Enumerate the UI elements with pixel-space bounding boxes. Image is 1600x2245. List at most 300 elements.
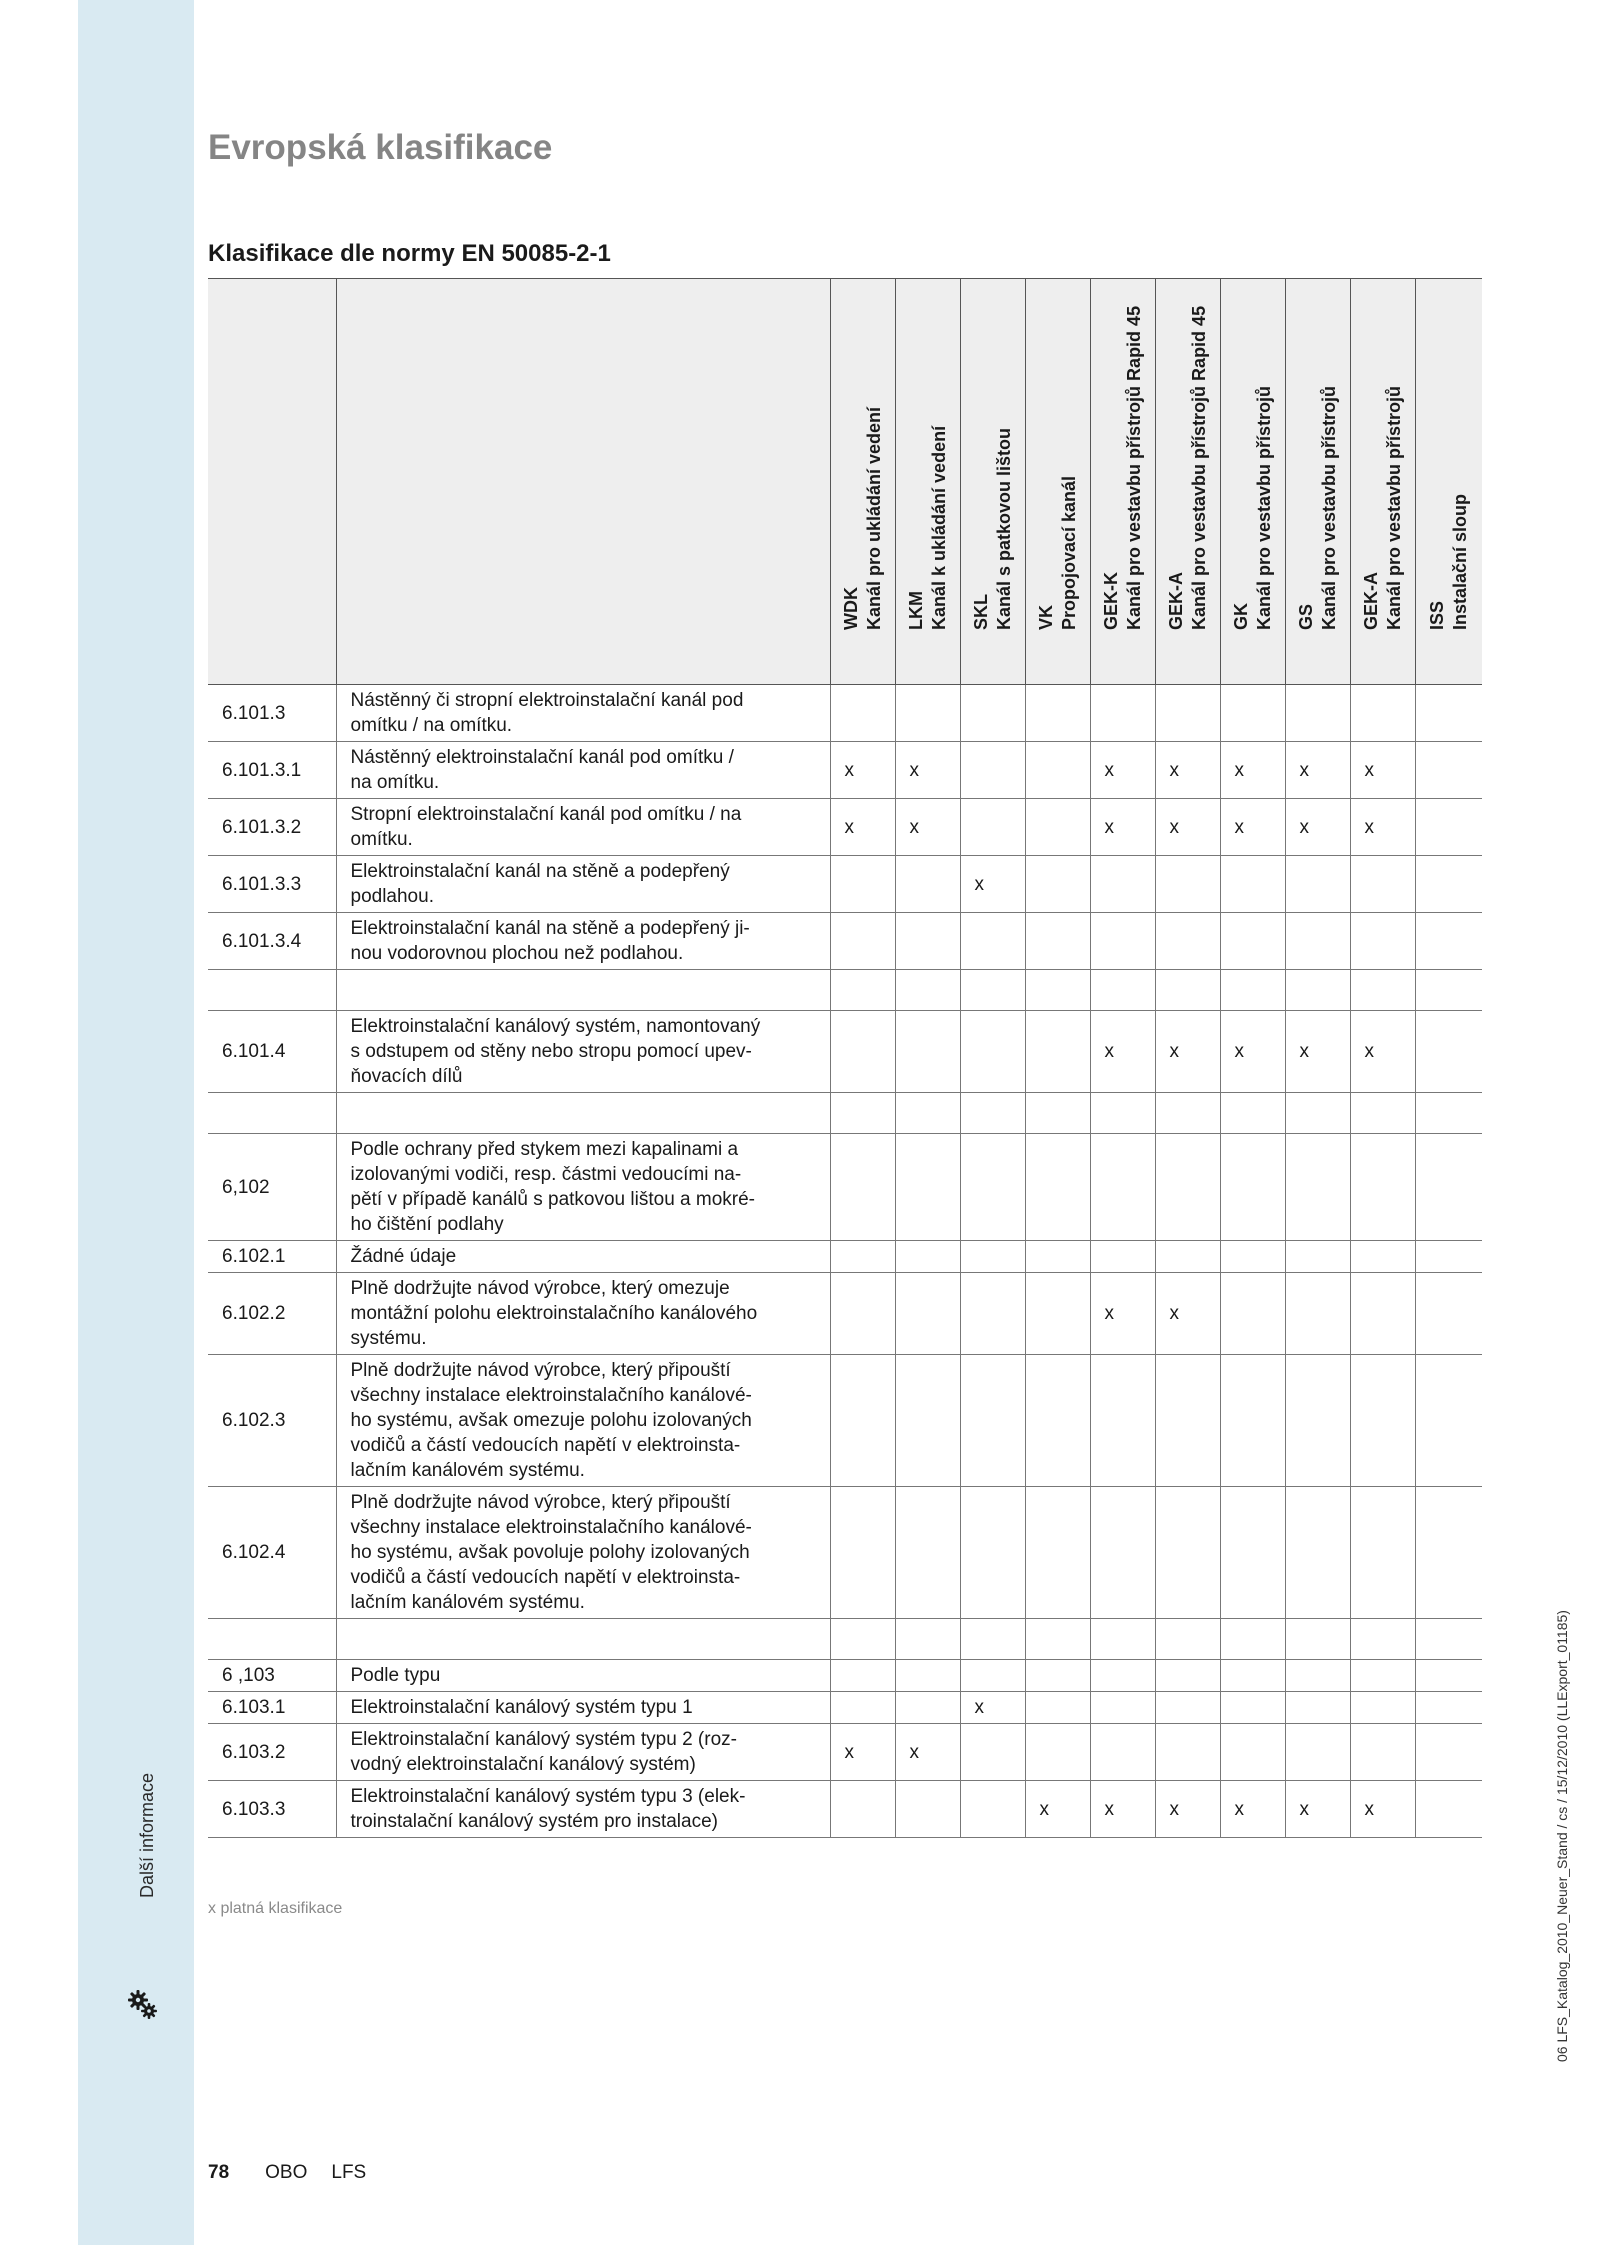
- row-description: [336, 913, 830, 970]
- row-code: 6.101.3.3: [208, 856, 336, 913]
- classification-mark: [895, 1781, 960, 1838]
- description-line: Elektroinstalační kanálový systém, namontovaný: [350, 1016, 761, 1037]
- column-name: Kanál pro vestavbu přístrojů: [1383, 385, 1404, 630]
- classification-mark: [895, 913, 960, 970]
- classification-mark: [1090, 1241, 1155, 1273]
- classification-mark: [1220, 1724, 1285, 1781]
- description-line: lačním kanálovém systému.: [350, 1460, 585, 1481]
- table-row: [208, 1619, 1482, 1660]
- column-code: GEK-A: [1360, 572, 1381, 630]
- classification-mark: [895, 1619, 960, 1660]
- description-line: Plně dodržujte návod výrobce, který připouští: [350, 1360, 731, 1381]
- classification-mark: [1285, 1134, 1350, 1241]
- sidebar-strip: [78, 0, 194, 2245]
- classification-mark: [1025, 742, 1090, 799]
- footer-section: LFS: [331, 2162, 367, 2183]
- row-description: [336, 1273, 830, 1355]
- classification-mark: [1025, 685, 1090, 742]
- description-line: Plně dodržujte návod výrobce, který omezuje: [350, 1278, 730, 1299]
- classification-mark: [895, 1660, 960, 1692]
- classification-mark: [1415, 1134, 1482, 1241]
- classification-mark: x: [1220, 799, 1285, 856]
- classification-mark: [960, 1355, 1025, 1487]
- classification-mark: x: [960, 856, 1025, 913]
- table-row: [208, 1692, 1482, 1724]
- table-row: [208, 1781, 1482, 1838]
- classification-mark: x: [1090, 1781, 1155, 1838]
- classification-mark: [1415, 1093, 1482, 1134]
- table-row: [208, 1660, 1482, 1692]
- row-code: 6.101.3.4: [208, 913, 336, 970]
- row-code: 6.101.3.2: [208, 799, 336, 856]
- table-row: [208, 742, 1482, 799]
- classification-mark: [960, 685, 1025, 742]
- classification-mark: [830, 1619, 895, 1660]
- classification-mark: [895, 1692, 960, 1724]
- row-code: 6.101.4: [208, 1011, 336, 1093]
- classification-mark: x: [1025, 1781, 1090, 1838]
- classification-mark: x: [1350, 799, 1415, 856]
- classification-mark: [1415, 856, 1482, 913]
- classification-mark: [1415, 970, 1482, 1011]
- classification-mark: [960, 1011, 1025, 1093]
- classification-mark: [830, 970, 895, 1011]
- column-name: Propojovací kanál: [1058, 475, 1079, 630]
- classification-mark: x: [895, 1724, 960, 1781]
- row-code: 6.102.1: [208, 1241, 336, 1273]
- table-row: [208, 1724, 1482, 1781]
- classification-mark: x: [1350, 1011, 1415, 1093]
- classification-mark: [1220, 1273, 1285, 1355]
- classification-mark: x: [1155, 1011, 1220, 1093]
- classification-mark: [960, 1093, 1025, 1134]
- classification-mark: [830, 1487, 895, 1619]
- column-header: [1220, 279, 1285, 685]
- table-row: [208, 1011, 1482, 1093]
- column-name: Kanál pro vestavbu přístrojů: [1318, 385, 1339, 630]
- classification-mark: [1155, 1660, 1220, 1692]
- column-code: VK: [1035, 604, 1056, 630]
- description-line: vodný elektroinstalační kanálový systém): [350, 1754, 696, 1775]
- classification-mark: [960, 1724, 1025, 1781]
- classification-mark: [960, 1619, 1025, 1660]
- document-id-note: 06 LFS_Katalog_2010_Neuer_Stand / cs / 15/12/2010 (LLExport_01185): [1554, 1610, 1570, 2062]
- description-line: ňovacích dílů: [350, 1066, 463, 1087]
- classification-mark: [960, 1781, 1025, 1838]
- row-code: 6.103.1: [208, 1692, 336, 1724]
- classification-mark: [1350, 1692, 1415, 1724]
- description-line: Podle typu: [350, 1665, 441, 1686]
- classification-mark: [1350, 913, 1415, 970]
- classification-mark: [1025, 1487, 1090, 1619]
- classification-mark: [1025, 1273, 1090, 1355]
- classification-mark: x: [1090, 742, 1155, 799]
- description-line: Nástěnný či stropní elektroinstalační kanál pod: [350, 690, 744, 711]
- classification-mark: [1285, 685, 1350, 742]
- classification-mark: [895, 1273, 960, 1355]
- classification-mark: [1285, 1692, 1350, 1724]
- classification-mark: [1090, 970, 1155, 1011]
- classification-mark: [1285, 1093, 1350, 1134]
- classification-mark: [1415, 913, 1482, 970]
- column-code: ISS: [1426, 600, 1447, 630]
- classification-mark: [1155, 1241, 1220, 1273]
- classification-mark: [830, 1241, 895, 1273]
- column-header: [830, 279, 895, 685]
- classification-mark: [1025, 913, 1090, 970]
- classification-mark: [1285, 913, 1350, 970]
- classification-mark: [1155, 1487, 1220, 1619]
- classification-mark: x: [1155, 742, 1220, 799]
- classification-mark: x: [1155, 1781, 1220, 1838]
- column-name: Kanál pro vestavbu přístrojů Rapid 45: [1123, 305, 1144, 630]
- row-description: [336, 1781, 830, 1838]
- row-code: 6.101.3.1: [208, 742, 336, 799]
- table-row: [208, 799, 1482, 856]
- header-description-cell: [336, 279, 830, 685]
- description-line: Elektroinstalační kanál na stěně a podepřený: [350, 861, 730, 882]
- classification-mark: x: [830, 799, 895, 856]
- classification-mark: [1155, 685, 1220, 742]
- classification-mark: [1285, 1660, 1350, 1692]
- classification-mark: [1415, 1619, 1482, 1660]
- row-description: [336, 970, 830, 1011]
- footer-brand: OBO: [265, 2162, 308, 2183]
- classification-mark: x: [895, 742, 960, 799]
- classification-mark: x: [1155, 1273, 1220, 1355]
- classification-mark: [960, 1487, 1025, 1619]
- classification-mark: [830, 685, 895, 742]
- classification-mark: x: [1350, 742, 1415, 799]
- classification-mark: [1155, 913, 1220, 970]
- description-line: Žádné údaje: [350, 1246, 457, 1267]
- classification-mark: [830, 1692, 895, 1724]
- row-description: [336, 1619, 830, 1660]
- header-code-cell: [208, 279, 336, 685]
- classification-mark: [1350, 970, 1415, 1011]
- page-number: 78: [208, 2162, 230, 2183]
- classification-mark: [1350, 1273, 1415, 1355]
- classification-mark: [895, 1355, 960, 1487]
- classification-mark: [1155, 1355, 1220, 1487]
- classification-mark: x: [1090, 1273, 1155, 1355]
- classification-mark: [1415, 1660, 1482, 1692]
- column-name: Kanál pro ukládání vedení: [863, 406, 884, 630]
- description-line: ho systému, avšak omezuje polohu izolovaných: [350, 1410, 752, 1431]
- table-row: [208, 1241, 1482, 1273]
- description-line: montážní polohu elektroinstalačního kanálového: [350, 1303, 758, 1324]
- description-line: pětí v případě kanálů s patkovou lištou a mokré-: [350, 1189, 756, 1210]
- column-code: LKM: [905, 591, 926, 630]
- classification-mark: x: [1220, 1011, 1285, 1093]
- classification-mark: x: [1220, 742, 1285, 799]
- row-code: 6.103.2: [208, 1724, 336, 1781]
- description-line: Elektroinstalační kanálový systém typu 3 (elek-: [350, 1786, 746, 1807]
- row-code: [208, 1093, 336, 1134]
- classification-mark: [1090, 1724, 1155, 1781]
- classification-mark: [1285, 1355, 1350, 1487]
- classification-mark: x: [1285, 742, 1350, 799]
- classification-mark: [1025, 1241, 1090, 1273]
- classification-mark: [1350, 856, 1415, 913]
- classification-mark: [1350, 685, 1415, 742]
- description-line: omítku / na omítku.: [350, 715, 513, 736]
- description-line: Stropní elektroinstalační kanál pod omítku / na: [350, 804, 742, 825]
- classification-mark: [960, 1241, 1025, 1273]
- classification-mark: [1220, 1241, 1285, 1273]
- column-code: GEK-K: [1100, 572, 1121, 630]
- classification-mark: [830, 1093, 895, 1134]
- classification-mark: x: [1090, 799, 1155, 856]
- table-row: [208, 685, 1482, 742]
- classification-mark: [1220, 913, 1285, 970]
- description-line: systému.: [350, 1328, 427, 1349]
- classification-mark: [1350, 1660, 1415, 1692]
- classification-mark: [830, 1660, 895, 1692]
- classification-mark: [1155, 970, 1220, 1011]
- classification-mark: [1025, 856, 1090, 913]
- row-description: [336, 1093, 830, 1134]
- column-header: [895, 279, 960, 685]
- classification-mark: x: [960, 1692, 1025, 1724]
- classification-mark: [1155, 856, 1220, 913]
- row-description: [336, 742, 830, 799]
- classification-mark: x: [1220, 1781, 1285, 1838]
- table-subtitle: Klasifikace dle normy EN 50085-2-1: [208, 240, 611, 267]
- classification-mark: [1415, 685, 1482, 742]
- classification-mark: [830, 1134, 895, 1241]
- page-title: Evropská klasifikace: [208, 128, 553, 167]
- classification-mark: [1220, 1692, 1285, 1724]
- description-line: ho čištění podlahy: [350, 1214, 504, 1235]
- row-description: [336, 1724, 830, 1781]
- column-name: Kanál k ukládání vedení: [928, 425, 949, 630]
- classification-mark: x: [1350, 1781, 1415, 1838]
- classification-mark: [960, 1134, 1025, 1241]
- classification-mark: [1220, 1355, 1285, 1487]
- classification-mark: [895, 856, 960, 913]
- classification-mark: [1415, 1273, 1482, 1355]
- classification-mark: [1350, 1241, 1415, 1273]
- classification-mark: [1025, 1692, 1090, 1724]
- description-line: s odstupem od stěny nebo stropu pomocí upev-: [350, 1041, 752, 1062]
- classification-mark: [1025, 1660, 1090, 1692]
- classification-mark: [1220, 1134, 1285, 1241]
- table-row: [208, 1093, 1482, 1134]
- classification-mark: [1350, 1093, 1415, 1134]
- classification-mark: [1415, 1355, 1482, 1487]
- description-line: Elektroinstalační kanálový systém typu 1: [350, 1697, 693, 1718]
- description-line: Elektroinstalační kanálový systém typu 2 (roz-: [350, 1729, 737, 1750]
- table-row: [208, 1487, 1482, 1619]
- row-code: 6.102.4: [208, 1487, 336, 1619]
- column-name: Kanál pro vestavbu přístrojů: [1253, 385, 1274, 630]
- description-line: podlahou.: [350, 886, 434, 907]
- row-code: 6,102: [208, 1134, 336, 1241]
- classification-mark: [960, 799, 1025, 856]
- column-name: Kanál pro vestavbu přístrojů Rapid 45: [1188, 305, 1209, 630]
- classification-mark: [830, 1355, 895, 1487]
- classification-mark: [830, 856, 895, 913]
- column-header: [1350, 279, 1415, 685]
- classification-mark: [830, 1273, 895, 1355]
- classification-mark: [960, 913, 1025, 970]
- classification-mark: [1090, 1660, 1155, 1692]
- classification-mark: [1090, 1134, 1155, 1241]
- classification-mark: [1220, 1487, 1285, 1619]
- column-code: GEK-A: [1165, 572, 1186, 630]
- classification-mark: [1285, 970, 1350, 1011]
- classification-mark: [830, 913, 895, 970]
- classification-mark: [1220, 970, 1285, 1011]
- classification-mark: [1090, 856, 1155, 913]
- column-name: Instalační sloup: [1449, 493, 1470, 630]
- table-header-row: [208, 279, 1482, 685]
- classification-mark: [1090, 1355, 1155, 1487]
- table-body: [208, 685, 1482, 1838]
- classification-mark: [1155, 1093, 1220, 1134]
- classification-mark: [1415, 799, 1482, 856]
- classification-mark: [830, 1011, 895, 1093]
- column-code: SKL: [970, 594, 991, 630]
- classification-mark: [1025, 1134, 1090, 1241]
- description-line: na omítku.: [350, 772, 440, 793]
- description-line: vodičů a částí vedoucích napětí v elektroinsta-: [350, 1567, 741, 1588]
- classification-mark: [960, 1273, 1025, 1355]
- classification-mark: x: [1090, 1011, 1155, 1093]
- classification-mark: x: [1285, 1011, 1350, 1093]
- table-row: [208, 1134, 1482, 1241]
- classification-mark: [1285, 1273, 1350, 1355]
- description-line: nou vodorovnou plochou než podlahou.: [350, 943, 684, 964]
- description-line: Elektroinstalační kanál na stěně a podepřený ji-: [350, 918, 750, 939]
- classification-mark: [960, 1660, 1025, 1692]
- description-line: Plně dodržujte návod výrobce, který připouští: [350, 1492, 731, 1513]
- classification-mark: [1285, 1724, 1350, 1781]
- description-line: troinstalační kanálový systém pro instalace): [350, 1811, 718, 1832]
- classification-mark: [895, 970, 960, 1011]
- classification-mark: [1025, 970, 1090, 1011]
- classification-mark: [895, 1011, 960, 1093]
- column-header: [1090, 279, 1155, 685]
- classification-mark: [1025, 799, 1090, 856]
- classification-mark: [960, 970, 1025, 1011]
- classification-mark: [1220, 1619, 1285, 1660]
- row-code: 6.101.3: [208, 685, 336, 742]
- column-header: [1155, 279, 1220, 685]
- description-line: všechny instalace elektroinstalačního kanálové-: [350, 1385, 752, 1406]
- description-line: ho systému, avšak povoluje polohy izolovaných: [350, 1542, 750, 1563]
- classification-mark: [1220, 1660, 1285, 1692]
- classification-mark: [1025, 1011, 1090, 1093]
- classification-mark: [1025, 1093, 1090, 1134]
- description-line: vodičů a částí vedoucích napětí v elektroinsta-: [350, 1435, 741, 1456]
- row-description: [336, 1241, 830, 1273]
- row-code: 6 ,103: [208, 1660, 336, 1692]
- classification-mark: [1090, 685, 1155, 742]
- classification-mark: [1025, 1355, 1090, 1487]
- description-line: omítku.: [350, 829, 413, 850]
- classification-mark: [1025, 1619, 1090, 1660]
- classification-mark: [1155, 1692, 1220, 1724]
- row-description: [336, 799, 830, 856]
- classification-table: [208, 278, 1482, 1838]
- classification-mark: [1220, 856, 1285, 913]
- row-code: [208, 1619, 336, 1660]
- classification-mark: [1415, 1692, 1482, 1724]
- row-code: 6.103.3: [208, 1781, 336, 1838]
- column-header: [1285, 279, 1350, 685]
- classification-mark: x: [895, 799, 960, 856]
- row-description: [336, 1692, 830, 1724]
- classification-mark: [830, 1781, 895, 1838]
- row-code: 6.102.3: [208, 1355, 336, 1487]
- description-line: Podle ochrany před stykem mezi kapalinami a: [350, 1139, 739, 1160]
- classification-mark: [1090, 1093, 1155, 1134]
- classification-mark: [960, 742, 1025, 799]
- table-row: [208, 1355, 1482, 1487]
- row-code: 6.102.2: [208, 1273, 336, 1355]
- classification-mark: [1415, 1781, 1482, 1838]
- description-line: izolovanými vodiči, resp. částmi vedoucími na-: [350, 1164, 742, 1185]
- classification-mark: [1415, 1241, 1482, 1273]
- column-code: GS: [1295, 603, 1316, 630]
- classification-mark: [1415, 742, 1482, 799]
- classification-mark: [1090, 1619, 1155, 1660]
- row-description: [336, 1134, 830, 1241]
- classification-mark: [895, 1134, 960, 1241]
- classification-mark: [895, 685, 960, 742]
- column-code: GK: [1230, 603, 1251, 630]
- classification-mark: [1220, 1093, 1285, 1134]
- classification-mark: [1155, 1619, 1220, 1660]
- classification-mark: [1350, 1487, 1415, 1619]
- classification-mark: [895, 1093, 960, 1134]
- classification-mark: [1090, 1692, 1155, 1724]
- classification-mark: x: [830, 742, 895, 799]
- classification-mark: [1220, 685, 1285, 742]
- classification-mark: [1415, 1487, 1482, 1619]
- classification-mark: x: [1285, 799, 1350, 856]
- classification-mark: [1285, 1619, 1350, 1660]
- description-line: lačním kanálovém systému.: [350, 1592, 585, 1613]
- classification-mark: [1155, 1724, 1220, 1781]
- column-name: Kanál s patkovou lištou: [993, 427, 1014, 630]
- description-line: všechny instalace elektroinstalačního kanálové-: [350, 1517, 752, 1538]
- classification-mark: [1025, 1724, 1090, 1781]
- column-header: [1025, 279, 1090, 685]
- table-row: [208, 970, 1482, 1011]
- column-code: WDK: [840, 587, 861, 630]
- row-description: [336, 856, 830, 913]
- classification-mark: [895, 1241, 960, 1273]
- row-description: [336, 1011, 830, 1093]
- classification-mark: [1350, 1619, 1415, 1660]
- classification-mark: [1415, 1011, 1482, 1093]
- row-description: [336, 1355, 830, 1487]
- row-description: [336, 685, 830, 742]
- table-row: [208, 1273, 1482, 1355]
- classification-mark: x: [830, 1724, 895, 1781]
- description-line: Nástěnný elektroinstalační kanál pod omítku /: [350, 747, 734, 768]
- row-description: [336, 1660, 830, 1692]
- classification-mark: [1350, 1724, 1415, 1781]
- classification-mark: [1285, 1487, 1350, 1619]
- table-row: [208, 856, 1482, 913]
- classification-mark: [1285, 1241, 1350, 1273]
- gears-icon: [126, 1988, 160, 2022]
- footnote: x platná klasifikace: [208, 1900, 343, 1917]
